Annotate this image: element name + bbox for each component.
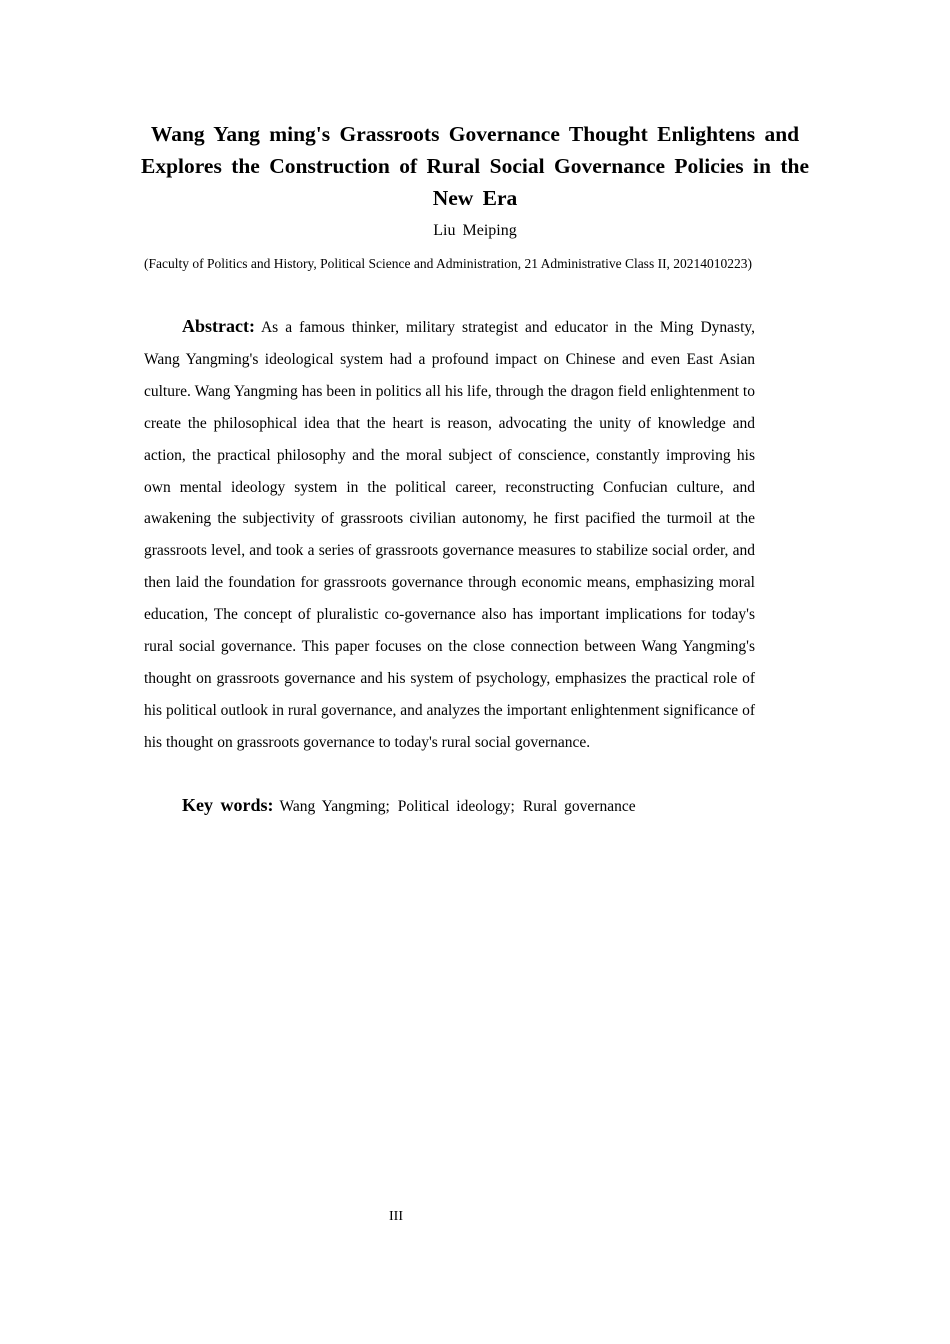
abstract-text: As a famous thinker, military strategist and educator in the Ming Dynasty, Wang Yangming's ideological system had a profound impact on Chinese and even East Asian culture. Wang Yangming has been in politics all his life, through the dragon field enlightenment to create the philosophical idea that the heart is reason, advocating the unity of knowledge and action, the practical philosophy and the moral subject of conscience, constantly improving his own mental ideology system in the political career, reconstructing Confucian culture, and awakening the subjectivity of grassroots civilian autonomy, he first pacified the turmoil at the grassroots level, and took a series of grassroots governance measures to stabilize social order, and then laid the foundation for grassroots governance through economic means, emphasizing moral education, The concept of pluralistic co-governance also has important implications for today's rural social governance. This paper focuses on the close connection between Wang Yangming's thought on grassroots governance and his system of psychology, emphasizes the practical role of his political outlook in rural governance, and analyzes the important enlightenment significance of his thought on grassroots governance to today's rural social governance. [144, 319, 755, 751]
abstract-paragraph [144, 311, 755, 759]
keyword-item: Rural governance [522, 798, 636, 815]
keywords-label: Key words: [182, 795, 274, 815]
keyword-item: Political ideology; [397, 798, 515, 815]
author-affiliation: (Faculty of Politics and History, Political Science and Administration, 21 Administrative Class II, 20214010223) [144, 256, 753, 271]
keyword-item: Wang Yangming; [279, 798, 390, 815]
author-name: Liu Meiping [433, 222, 517, 239]
abstract-label: Abstract: [182, 316, 255, 336]
page-number: III [389, 1209, 403, 1224]
paper-title: Wang Yang ming's Grassroots Governance Thought Enlightens and Explores the Construction of Rural Social Governance Policies in the New Era [140, 122, 810, 210]
keywords-line [144, 789, 755, 823]
